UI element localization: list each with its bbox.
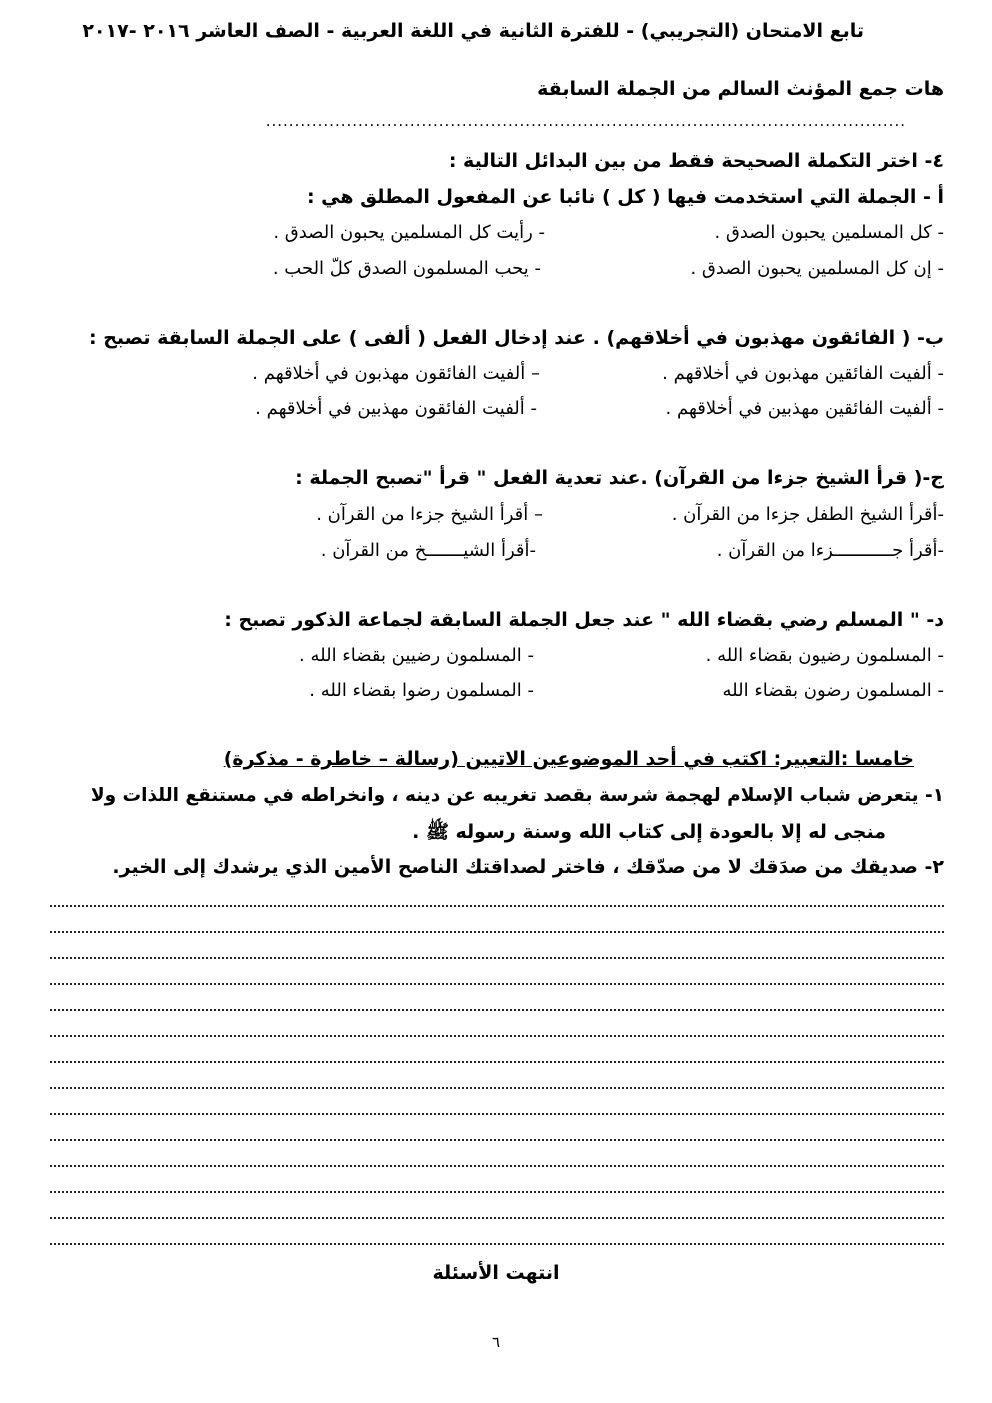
writing-line[interactable] (50, 905, 944, 907)
q4b-stem: ب- ( الفائقون مهذبون في أخلاقهم) . عند إدخال الفعل ( ألفى ) على الجملة السابقة تصبح : (89, 327, 944, 349)
writing-line[interactable] (50, 1139, 944, 1141)
q4b-option-3: - ألفيت الفائقين مهذبين في أخلاقهم . (665, 398, 944, 419)
q5-topic-1-line-2: منجى له إلا بالعودة إلى كتاب الله وسنة رسوله ﷺ . (412, 821, 886, 843)
q4d-option-4: - المسلمون رضوا بقضاء الله . (309, 680, 534, 701)
q4c-stem: ج-( قرأ الشيخ جزءا من القرآن) .عند تعدية الفعل " قرأ "تصبح الجملة : (295, 467, 944, 489)
q4c-option-4: -أقرأ الشيـــــــخ من القرآن . (320, 540, 536, 561)
q4a-stem: أ - الجملة التي استخدمت فيها ( كل ) نائبا عن المفعول المطلق هي : (306, 186, 944, 208)
writing-line[interactable] (50, 1191, 944, 1193)
q5-topic-1-line-1: ١- يتعرض شباب الإسلام لهجمة شرسة بقصد تغريبه عن دينه ، وانخراطه في مستنقع اللذات ولا (90, 785, 944, 806)
q4c-option-3: -أقرأ جـــــــــــزءا من القرآن . (716, 540, 944, 561)
q4d-option-1: - المسلمون رضيون بقضاء الله . (705, 645, 944, 666)
q4b-option-2: – ألفيت الفائقون مهذبون في أخلاقهم . (252, 363, 540, 384)
answer-dots: ............................................................................................................... (265, 112, 906, 130)
q4c-option-2: – أقرأ الشيخ جزءا من القرآن . (316, 504, 543, 525)
writing-line[interactable] (50, 983, 944, 985)
q4a-option-1: - كل المسلمين يحبون الصدق . (714, 222, 944, 243)
q4d-option-2: - المسلمون رضيين بقضاء الله . (299, 645, 534, 666)
q4a-option-3: - إن كل المسلمين يحبون الصدق . (690, 258, 944, 279)
q5-topic-2: ٢- صديقك من صدَقك لا من صدّقك ، فاختر لصداقتك الناصح الأمين الذي يرشدك إلى الخير. (112, 856, 944, 878)
writing-line[interactable] (50, 1061, 944, 1063)
writing-line[interactable] (50, 1243, 944, 1245)
page-number: ٦ (491, 1333, 501, 1351)
writing-line[interactable] (50, 1087, 944, 1089)
writing-line[interactable] (50, 1165, 944, 1167)
q4b-option-4: - ألفيت الفائقون مهذبين في أخلاقهم . (255, 398, 537, 419)
writing-line[interactable] (50, 1113, 944, 1115)
q4a-option-4: - يحب المسلمون الصدق كلّ الحب . (272, 258, 541, 279)
writing-line[interactable] (50, 1217, 944, 1219)
q4-title: ٤- اختر التكملة الصحيحة فقط من بين البدائل التالية : (448, 150, 944, 172)
writing-line[interactable] (50, 931, 944, 933)
plural-task: هات جمع المؤنث السالم من الجملة السابقة (537, 78, 944, 100)
writing-line[interactable] (50, 957, 944, 959)
writing-line[interactable] (50, 1035, 944, 1037)
end-of-questions: انتهت الأسئلة (432, 1262, 560, 1284)
writing-line[interactable] (50, 1009, 944, 1011)
q5-title: خامسا :التعبير: اكتب في أحد الموضوعين الاتيين (رسالة – خاطرة - مذكرة) (223, 748, 914, 770)
q4a-option-2: - رأيت كل المسلمين يحبون الصدق . (273, 222, 545, 243)
q4d-option-3: - المسلمون رضون بقضاء الله (722, 680, 944, 701)
exam-header: تابع الامتحان (التجريبي) - للفترة الثانية في اللغة العربية - الصف العاشر ٢٠١٦ -٢٠١٧ (82, 20, 864, 42)
q4c-option-1: -أقرأ الشيخ الطفل جزءا من القرآن . (671, 504, 944, 525)
q4d-stem: د- " المسلم رضي بقضاء الله " عند جعل الجملة السابقة لجماعة الذكور تصبح : (224, 609, 944, 631)
q4b-option-1: - ألفيت الفائقين مهذبون في أخلاقهم . (662, 363, 944, 384)
